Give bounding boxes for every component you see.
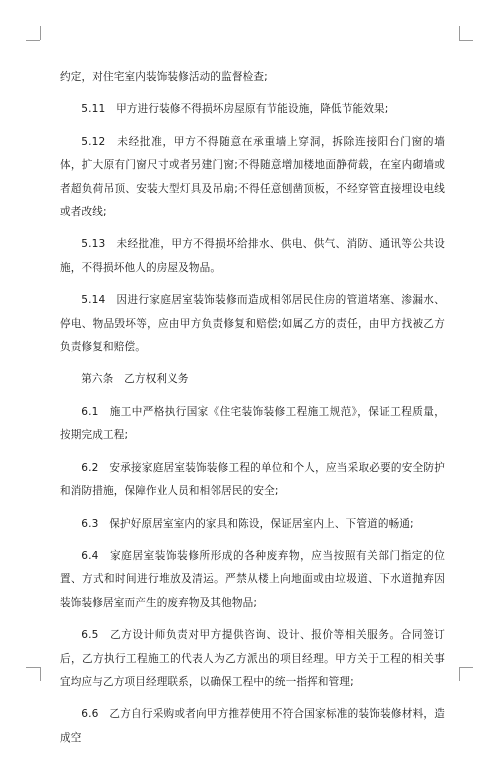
- clause-6-1: 6.1 施工中严格执行国家《住宅装饰装修工程施工规范》，保证工程质量，按期完成工程;: [60, 405, 445, 442]
- clause-6-6: 6.6 乙方自行采购或者向甲方推荐使用不符合国家标准的装饰装修材料，造成空: [60, 708, 445, 744]
- clause-5-12: 5.12 未经批准，甲方不得随意在承重墙上穿洞，拆除连接阳台门窗的墙体，扩大原有门窗尺寸或者另建门窗;不得随意增加楼地面静荷载，在室内砌墙或者超负荷吊顶、安装大型灯具及吊扇;不得任意刨凿顶板，不经穿管直接埋设电线或者改线;: [60, 135, 445, 219]
- section-heading-article-6: 第六条 乙方权利义务: [81, 373, 189, 386]
- crop-mark-bottom-left: [40, 667, 41, 681]
- paragraph-continuation: 约定，对住宅室内装饰装修活动的监督检查;: [60, 71, 268, 83]
- crop-mark-top-right: [459, 26, 460, 40]
- crop-mark-top-left: [26, 40, 40, 41]
- document-body: [60, 66, 445, 759]
- crop-mark-bottom-left: [26, 667, 40, 668]
- crop-mark-top-left: [40, 26, 41, 40]
- crop-mark-bottom-right: [459, 667, 460, 681]
- clause-6-3: 6.3 保护好原居室室内的家具和陈设，保证居室内上、下管道的畅通;: [81, 517, 414, 530]
- clause-6-5: 6.5 乙方设计师负责对甲方提供咨询、设计、报价等相关服务。合同签订后，乙方执行工程施工的代表人为乙方派出的项目经理。甲方关于工程的相关事宜均应与乙方项目经理联系，以确保工程中的统一指挥和管理;: [60, 629, 445, 688]
- clause-6-4: 6.4 家庭居室装饰装修所形成的各种废弃物，应当按照有关部门指定的位置、方式和时间进行堆放及清运。严禁从楼上向地面或由垃圾道、下水道抛弃因装饰装修居室而产生的废弃物及其他物品;: [60, 549, 445, 609]
- clause-5-13: 5.13 未经批准，甲方不得损坏给排水、供电、供气、消防、通讯等公共设施，不得损坏他人的房屋及物品。: [60, 238, 445, 274]
- crop-mark-bottom-right: [459, 667, 473, 668]
- clause-5-14: 5.14 因进行家庭居室装饰装修而造成相邻居民住房的管道堵塞、渗漏水、停电、物品毁坏等，应由甲方负责修复和赔偿;如属乙方的责任，由甲方找被乙方负责修复和赔偿。: [60, 294, 445, 354]
- clause-5-11: 5.11 甲方进行装修不得损坏房屋原有节能设施，降低节能效果;: [81, 103, 389, 116]
- clause-6-2: 6.2 安承接家庭居室装饰装修工程的单位和个人，应当采取必要的安全防护和消防措施，保障作业人员和相邻居民的安全;: [60, 461, 445, 498]
- crop-mark-top-right: [459, 40, 473, 41]
